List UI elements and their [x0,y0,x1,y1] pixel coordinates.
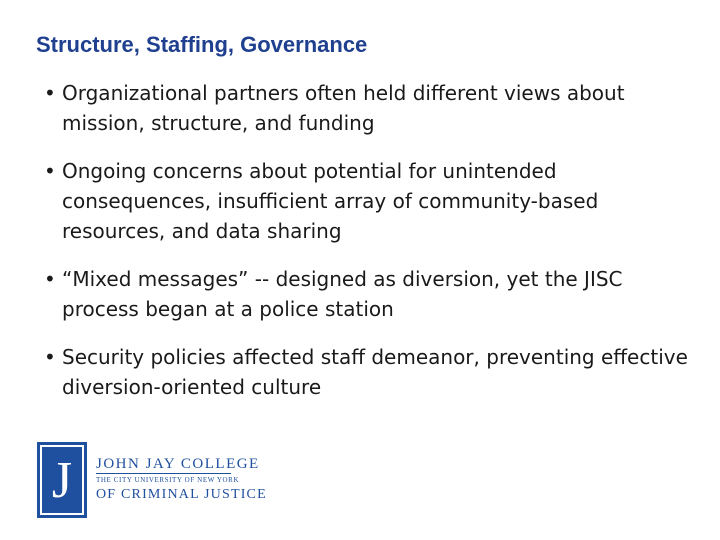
bullet-list [44,78,694,420]
bullet-text: Ongoing concerns about potential for unintended consequences, insufficient array of community-based resources, and data sharing [62,159,599,243]
bullet-text: Security policies affected staff demeanor, preventing effective diversion-oriented culture [62,345,688,399]
logo-j-mark: J [37,442,87,518]
bullet-item [44,264,662,324]
logo-wordmark [96,457,267,503]
bullet-text: Organizational partners often held different views about mission, structure, and funding [62,81,625,135]
bullet-item [44,78,642,138]
bullet-marker: • [44,159,56,183]
logo-university-name: THE CITY UNIVERSITY OF NEW YORK [96,475,240,484]
bullet-item [44,342,692,402]
bullet-marker: • [44,267,56,291]
logo-divider [96,473,231,474]
bullet-marker: • [44,345,56,369]
bullet-text: “Mixed messages” -- designed as diversion, yet the JISC process began at a police station [62,267,623,321]
john-jay-college-logo [37,442,267,518]
bullet-marker: • [44,81,56,105]
bullet-item [44,156,692,246]
logo-college-subtitle: OF CRIMINAL JUSTICE [96,487,267,503]
slide-title: Structure, Staffing, Governance [36,32,368,57]
logo-college-name: JOHN JAY COLLEGE [96,456,260,473]
